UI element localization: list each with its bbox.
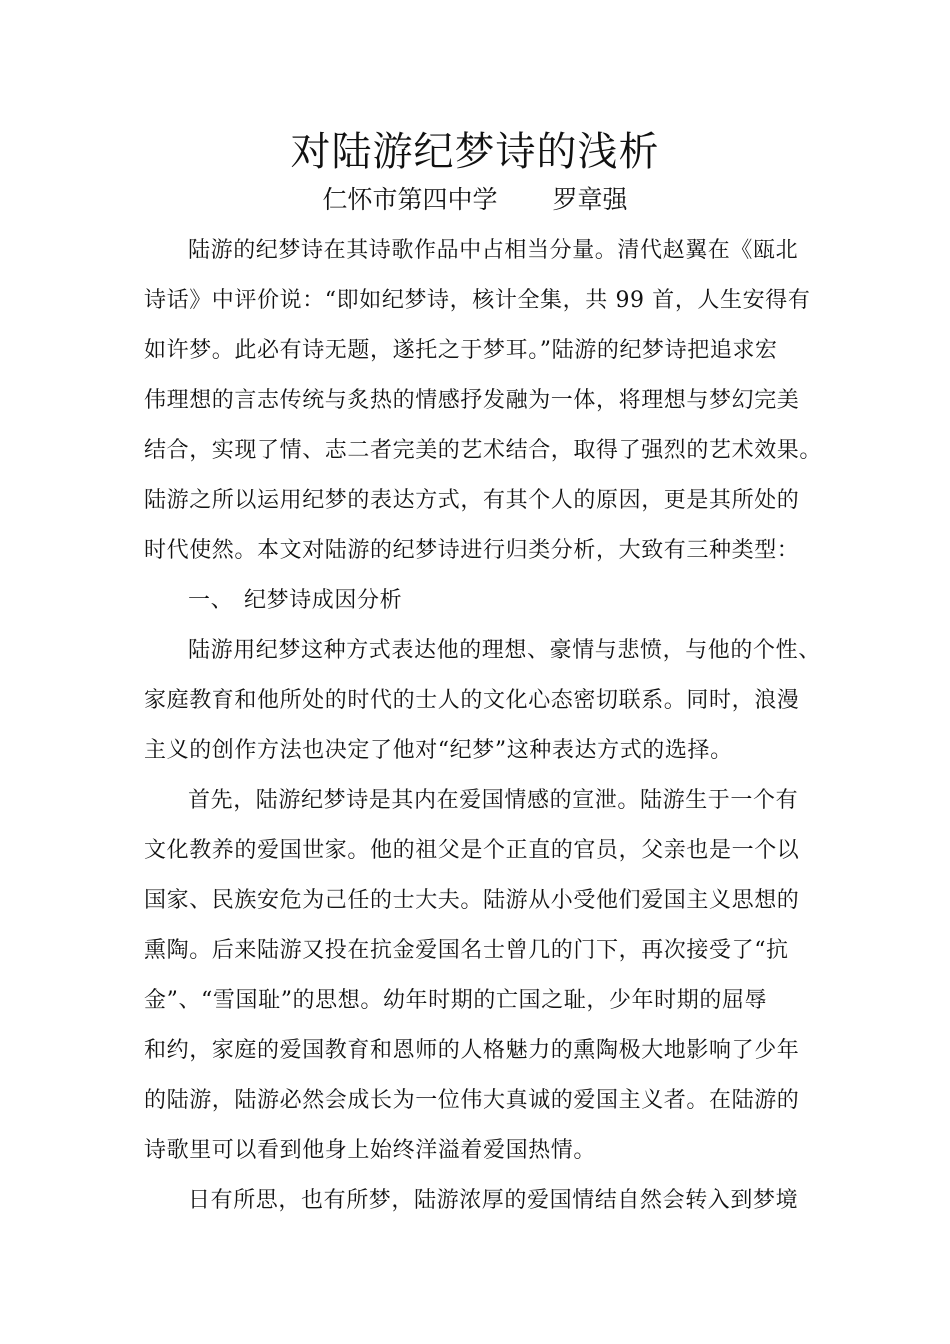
paragraph-line: 陆游用纪梦这种方式表达他的理想、豪情与悲愤，与他的个性、 (188, 638, 821, 663)
paragraph-line: 主义的创作方法也决定了他对“纪梦”这种表达方式的选择。 (144, 738, 733, 763)
section-number: 一、 (188, 588, 234, 613)
school-name: 仁怀市第四中学 (322, 185, 498, 214)
paragraph-line: 如许梦。此必有诗无题，遂托之于梦耳。”陆游的纪梦诗把追求宏 (144, 338, 778, 363)
paragraph-line: 时代使然。本文对陆游的纪梦诗进行归类分析，大致有三种类型： (144, 538, 800, 563)
paragraph-line: 文化教养的爱国世家。他的祖父是个正直的官员，父亲也是一个以 (144, 838, 800, 863)
paragraph-line: 家庭教育和他所处的时代的士人的文化心态密切联系。同时，浪漫 (144, 688, 800, 713)
paragraph-line: 首先，陆游纪梦诗是其内在爱国情感的宣泄。陆游生于一个有 (188, 788, 799, 813)
paragraph-line: 陆游的纪梦诗在其诗歌作品中占相当分量。清代赵翼在《瓯北 (188, 238, 799, 263)
paragraph-line: 熏陶。后来陆游又投在抗金爱国名士曾几的门下，再次接受了“抗 (144, 938, 789, 963)
paragraph-line: 国家、民族安危为己任的士大夫。陆游从小受他们爱国主义思想的 (144, 888, 800, 913)
paragraph-line: 和约，家庭的爱国教育和恩师的人格魅力的熏陶极大地影响了少年 (144, 1038, 800, 1063)
section-title: 纪梦诗成因分析 (244, 588, 403, 613)
paragraph-line: 诗歌里可以看到他身上始终洋溢着爱国热情。 (144, 1138, 597, 1163)
section-heading (188, 586, 402, 616)
byline (0, 180, 950, 220)
paragraph-line: 结合，实现了情、志二者完美的艺术结合，取得了强烈的艺术效果。 (144, 438, 823, 463)
paragraph-line: 的陆游，陆游必然会成长为一位伟大真诚的爱国主义者。在陆游的 (144, 1088, 800, 1113)
page-title: 对陆游纪梦诗的浅析 (290, 129, 660, 175)
author-name: 罗章强 (552, 185, 628, 214)
paragraph-line: 陆游之所以运用纪梦的表达方式，有其个人的原因，更是其所处的 (144, 488, 800, 513)
paragraph-line: 日有所思，也有所梦，陆游浓厚的爱国情结自然会转入到梦境 (188, 1188, 799, 1213)
paragraph-line: 伟理想的言志传统与炙热的情感抒发融为一体，将理想与梦幻完美 (144, 388, 800, 413)
paragraph-line: 诗话》中评价说：“即如纪梦诗，核计全集，共 99 首，人生安得有 (144, 288, 811, 313)
paragraph-line: 金”、“雪国耻”的思想。幼年时期的亡国之耻，少年时期的屈辱 (144, 988, 768, 1013)
